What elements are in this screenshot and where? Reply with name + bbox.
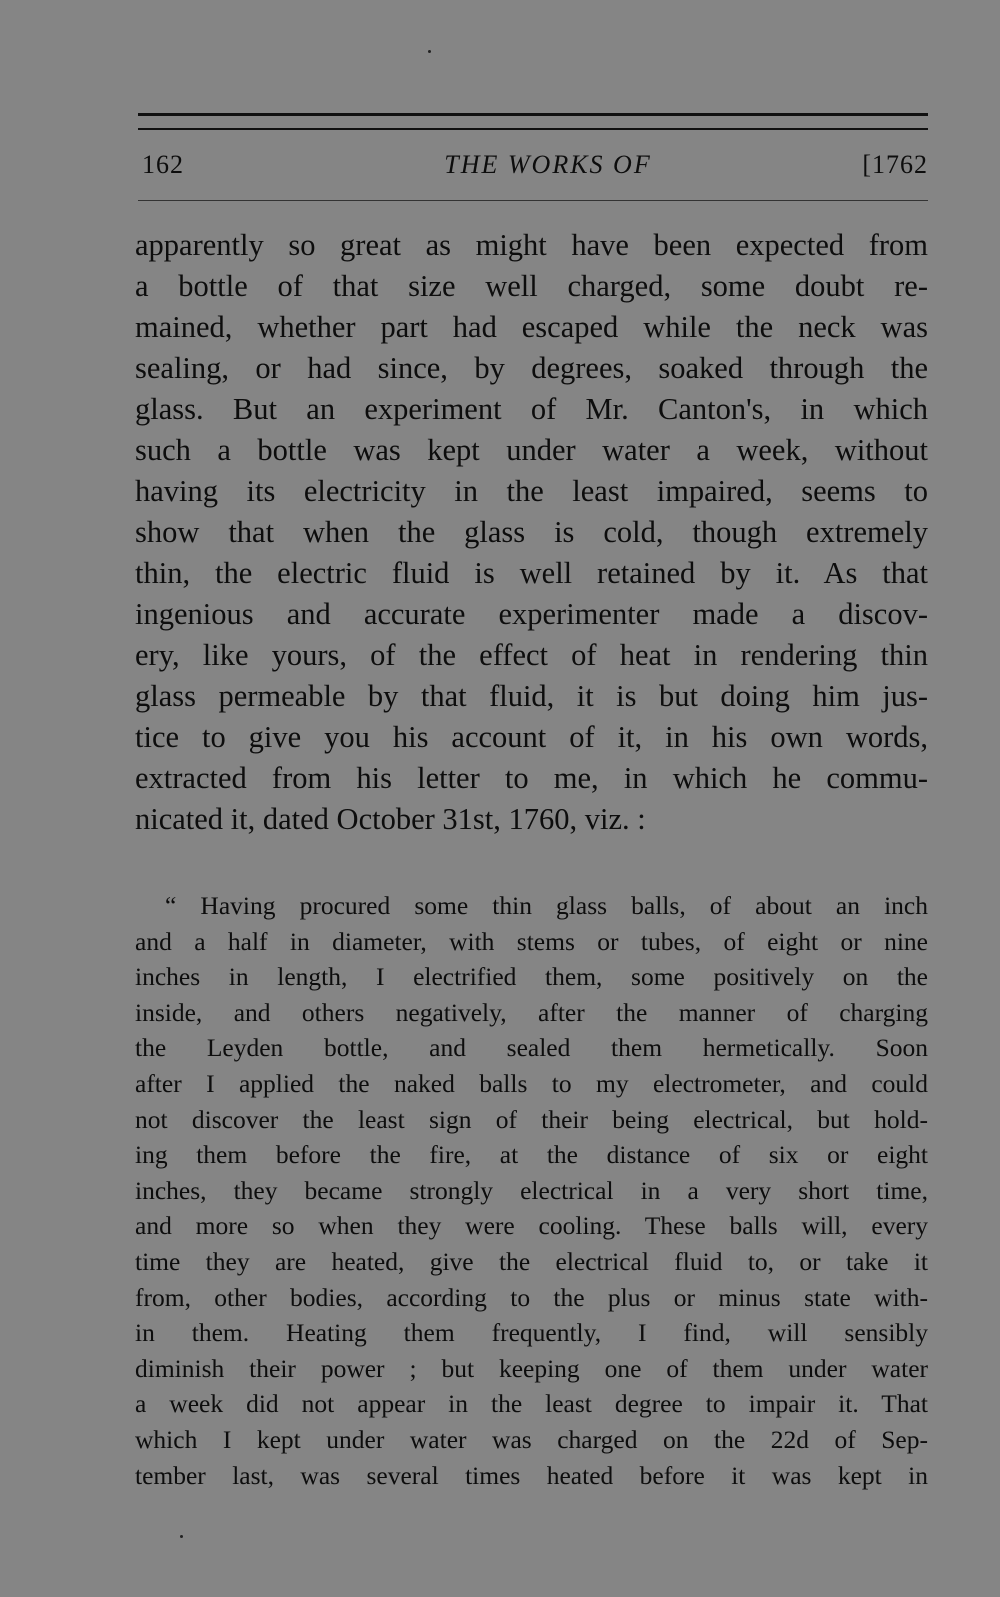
- body-line: apparently so great as might have been expected from: [135, 228, 928, 262]
- quote-line: in them. Heating them frequently, I find, will sensibly: [135, 1318, 928, 1348]
- running-header: [138, 148, 928, 188]
- body-line: having its electricity in the least impaired, seems to: [135, 474, 928, 508]
- body-line: such a bottle was kept under water a week, without: [135, 433, 928, 467]
- body-line: thin, the electric fluid is well retained by it. As that: [135, 556, 928, 590]
- quote-line: inside, and others negatively, after the manner of charging: [135, 997, 928, 1027]
- body-line: show that when the glass is cold, though extremely: [135, 515, 928, 549]
- body-line: tice to give you his account of it, in his own words,: [135, 720, 928, 754]
- body-line: sealing, or had since, by degrees, soaked through the: [135, 351, 928, 385]
- quote-line: inches, they became strongly electrical in a very short time,: [135, 1175, 928, 1205]
- quote-line: ing them before the fire, at the distance of six or eight: [135, 1140, 928, 1170]
- body-line: ingenious and accurate experimenter made a discov-: [135, 597, 928, 631]
- body-line: mained, whether part had escaped while the neck was: [135, 310, 928, 344]
- quote-line: diminish their power ; but keeping one of them under water: [135, 1353, 928, 1383]
- body-line: ery, like yours, of the effect of heat in rendering thin: [135, 638, 928, 672]
- page-number: 162: [142, 150, 184, 179]
- quote-line: and a half in diameter, with stems or tubes, of eight or nine: [135, 926, 928, 956]
- quote-line: and more so when they were cooling. These balls will, every: [135, 1211, 928, 1241]
- quoted-letter: [135, 888, 928, 1493]
- quote-line: from, other bodies, according to the plus or minus state with-: [135, 1282, 928, 1312]
- body-line: extracted from his letter to me, in which he commu-: [135, 761, 928, 795]
- page-speck-top: [428, 50, 431, 53]
- body-paragraph: [135, 225, 928, 840]
- body-line: nicated it, dated October 31st, 1760, viz. :: [135, 802, 646, 836]
- quote-line: after I applied the naked balls to my electrometer, and could: [135, 1068, 928, 1098]
- header-rule-bottom: [138, 200, 928, 201]
- body-line: glass permeable by that fluid, it is but doing him jus-: [135, 679, 928, 713]
- quote-line: the Leyden bottle, and sealed them hermetically. Soon: [135, 1033, 928, 1063]
- page-speck-bottom: [180, 1535, 183, 1538]
- body-line: a bottle of that size well charged, some doubt re-: [135, 269, 928, 303]
- body-line: glass. But an experiment of Mr. Canton's, in which: [135, 392, 928, 426]
- running-title: THE WORKS OF: [444, 150, 652, 179]
- quote-line: not discover the least sign of their being electrical, but hold-: [135, 1104, 928, 1134]
- quote-line: “ Having procured some thin glass balls, of about an inch: [165, 891, 928, 920]
- quote-line: which I kept under water was charged on the 22d of Sep-: [135, 1424, 928, 1454]
- quote-line: tember last, was several times heated before it was kept in: [135, 1460, 928, 1490]
- header-rule-thin: [138, 128, 928, 130]
- quote-line: time they are heated, give the electrical fluid to, or take it: [135, 1246, 928, 1276]
- quote-line: a week did not appear in the least degree to impair it. That: [135, 1389, 928, 1419]
- header-rule-thick: [138, 113, 928, 116]
- year-marker: [1762: [862, 150, 928, 179]
- quote-line: inches in length, I electrified them, some positively on the: [135, 962, 928, 992]
